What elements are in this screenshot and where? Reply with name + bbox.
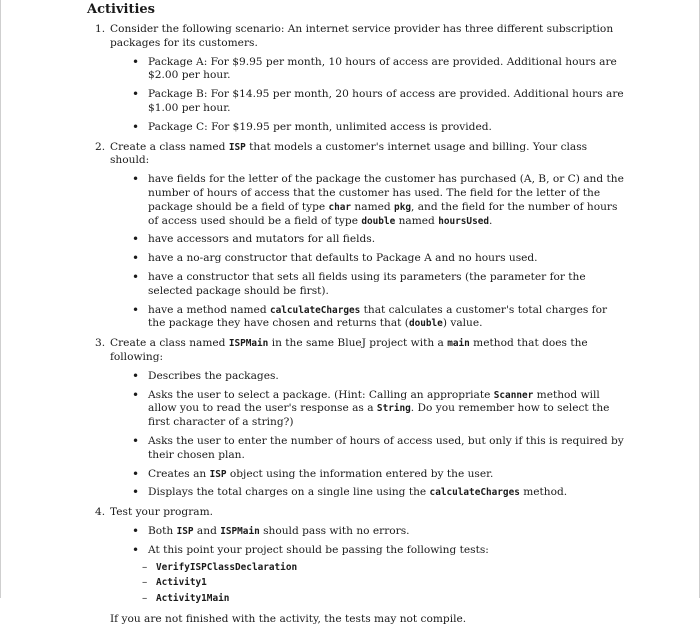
bullet-icon: • [132,466,140,481]
code-term: char [328,201,352,213]
item-number: 1. [95,23,106,35]
text-run: in the same BlueJ project with a [268,337,448,350]
bullet-item [124,486,627,500]
bullet-icon: • [132,54,140,69]
text-run: that calculates a customer's total charges for the package they have chosen and returns that ( [148,303,608,330]
activity-item-3 [87,337,627,500]
dash-icon: – [142,592,148,605]
bullet-item [124,544,627,558]
text-run: named [395,214,439,227]
bullet-item [124,233,627,247]
text-run: Describes the packages. [148,369,279,382]
text-run: method will allow you to read the user's response as a [148,388,600,415]
text-run: should pass with no errors. [259,524,410,537]
text-run: Consider the following scenario: An internet service provider has three different subscription packages for its customers. [110,23,614,49]
activity-item-1 [87,23,627,135]
text-run: method that does the following: [110,337,588,363]
bullet-item [124,435,627,463]
text-run: Create a class named [110,140,229,153]
bullet-icon: • [132,387,140,402]
code-term: pkg [394,201,411,213]
section-heading: Activities [87,2,155,17]
text-run: Package A: For $9.95 per month, 10 hours of access are provided. Additional hours are $2.00 per hour. [148,55,617,82]
item-text [110,506,627,520]
test-name [142,576,627,590]
bullet-icon: • [132,119,140,134]
code-term: ISP [209,468,227,480]
bullet-icon: • [132,269,140,284]
text-run: , and the field for the number of hours of access used should be a field of type [148,200,618,227]
text-run: . [489,214,493,227]
test-class-name: Activity1Main [156,593,230,605]
bullet-icon: • [132,302,140,317]
text-run: have fields for the letter of the package the customer has purchased (A, B, or C) and the number of hours of access that the customer has used. The field for the letter of the package should be a field of type [148,173,624,213]
bullet-item [124,56,627,84]
bullet-item [124,88,627,116]
test-name [142,592,627,606]
code-term: ISPMain [228,338,269,350]
bullet-icon: • [132,87,140,102]
text-run: that models a customer's internet usage and billing. Your class should: [110,140,588,167]
code-term: String [376,403,411,415]
text-run: and [193,524,221,537]
activity-list [87,23,627,606]
closing-note: If you are not finished with the activity, the tests may not compile. [110,612,467,625]
code-term: ISPMain [220,525,260,537]
text-run: Package C: For $19.95 per month, unlimited access is provided. [148,120,492,133]
item-text [110,337,627,365]
activity-item-2 [87,141,627,332]
bullet-icon: • [132,368,140,383]
bullet-item [124,468,627,482]
text-run: have a no-arg constructor that defaults to Package A and no hours used. [148,252,538,265]
text-run: . Do you remember how to select the first character of a string?) [148,402,610,429]
bullet-icon: • [132,485,140,500]
code-term: ISP [228,141,246,153]
dash-icon: – [142,576,148,589]
code-term: main [447,338,470,350]
text-run: have accessors and mutators for all fields. [148,233,376,246]
test-name [142,561,627,575]
code-term: Scanner [493,389,534,401]
code-term: double [361,215,396,227]
bullet-icon: • [132,433,140,448]
text-run: have a method named [148,303,270,316]
bullet-item [124,370,627,384]
text-run: Test your program. [110,506,213,519]
item-number: 3. [95,337,106,350]
text-run: Creates an [148,467,210,480]
bullet-icon: • [132,251,140,266]
code-term: double [408,318,443,330]
item-text [110,141,627,169]
text-run: Asks the user to enter the number of hours of access used, but only if this is required by their chosen plan. [148,434,624,461]
text-run: Displays the total charges on a single line using the [148,486,430,499]
item-number: 4. [95,506,106,519]
item-text [110,23,627,51]
dash-icon: – [142,560,148,573]
text-run: Package B: For $14.95 per month, 20 hours of access are provided. Additional hours are $1.00 per hour. [148,88,624,114]
text-run: Create a class named [110,337,229,350]
bullet-item [124,525,627,539]
text-run: have a constructor that sets all fields using its parameters (the parameter for the selected package should be first). [148,270,586,297]
code-term: calculateCharges [269,304,361,316]
bullet-icon: • [132,232,140,247]
text-run: At this point your project should be passing the following tests: [148,543,489,556]
text-run: Both [148,524,177,537]
text-run: Asks the user to select a package. (Hint: Calling an appropriate [148,388,494,401]
code-term: ISP [176,525,194,537]
activity-item-4 [87,506,627,606]
bullet-item [124,389,627,430]
bullet-item [124,304,627,332]
text-run: named [351,200,395,213]
bullet-item [124,252,627,266]
item-number: 2. [95,140,106,153]
bullet-item [124,121,627,135]
bullet-icon: • [132,523,140,538]
bullet-icon: • [132,542,140,557]
text-run: ) value. [442,317,483,330]
text-run: object using the information entered by the user. [226,467,494,480]
bullet-item [124,173,627,228]
test-class-name: VerifyISPClassDeclaration [156,561,298,573]
code-term: calculateCharges [429,487,520,499]
bullet-icon: • [132,172,140,187]
text-run: method. [519,486,568,499]
test-class-name: Activity1 [156,577,207,589]
bullet-item [124,271,627,299]
code-term: hoursUsed [438,215,490,227]
